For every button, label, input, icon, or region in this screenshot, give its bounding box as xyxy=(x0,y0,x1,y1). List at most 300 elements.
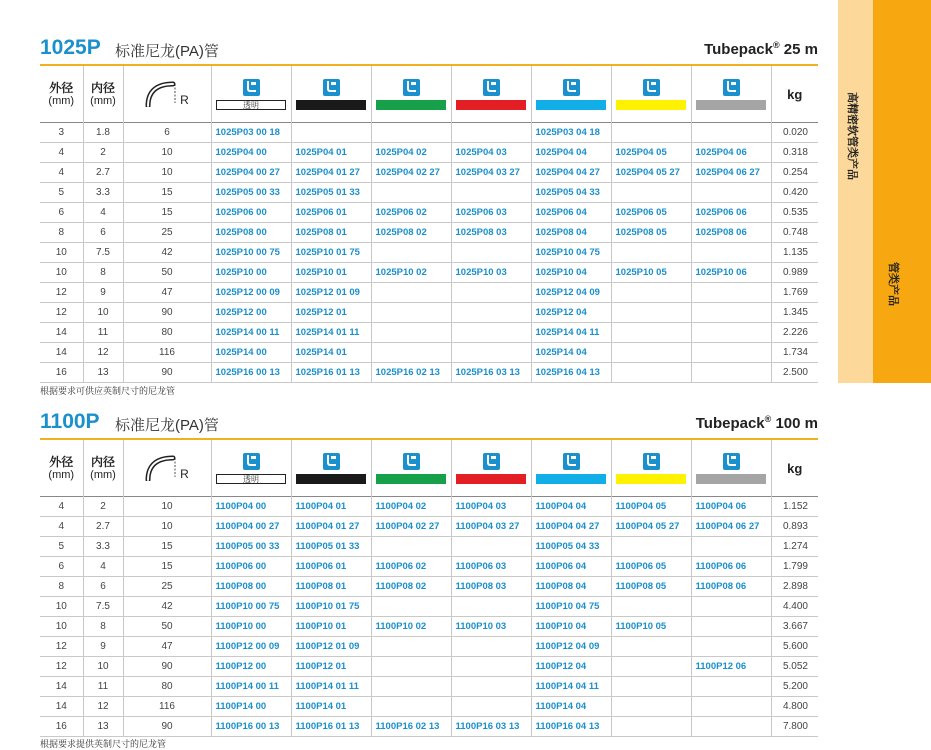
cell-weight: 0.318 xyxy=(771,143,818,163)
cell-bend-radius: 15 xyxy=(123,183,211,203)
cell-weight: 5.200 xyxy=(771,677,818,697)
cell-part-number[interactable]: 1025P08 05 xyxy=(611,223,691,243)
cell-part-number[interactable]: 1025P14 01 11 xyxy=(291,323,371,343)
tube-icon xyxy=(643,453,660,470)
cell-part-number xyxy=(691,677,771,697)
cell-bend-radius: 90 xyxy=(123,303,211,323)
cell-weight: 3.667 xyxy=(771,617,818,637)
cell-part-number xyxy=(291,123,371,143)
cell-part-number[interactable]: 1025P05 01 33 xyxy=(291,183,371,203)
cell-part-number[interactable]: 1025P03 04 18 xyxy=(531,123,611,143)
cell-part-number[interactable]: 1100P08 00 xyxy=(211,577,291,597)
cell-part-number[interactable]: 1025P14 01 xyxy=(291,343,371,363)
cell-part-number[interactable]: 1100P10 01 xyxy=(291,617,371,637)
cell-part-number xyxy=(611,657,691,677)
cell-part-number[interactable]: 1025P12 00 xyxy=(211,303,291,323)
cell-part-number[interactable]: 1025P06 02 xyxy=(371,203,451,223)
cell-part-number[interactable]: 1100P06 05 xyxy=(611,557,691,577)
cell-bend-radius: 116 xyxy=(123,697,211,717)
col-header-inner-diameter: 内径 (mm) xyxy=(83,66,123,123)
cell-part-number xyxy=(611,183,691,203)
cell-part-number xyxy=(611,697,691,717)
cell-part-number[interactable]: 1100P06 02 xyxy=(371,557,451,577)
cell-part-number[interactable]: 1025P10 03 xyxy=(451,263,531,283)
cell-outer-diameter: 14 xyxy=(40,323,83,343)
col-header-inner-diameter: 内径 (mm) xyxy=(83,440,123,497)
cell-part-number[interactable]: 1100P10 04 xyxy=(531,617,611,637)
cell-part-number[interactable]: 1100P08 03 xyxy=(451,577,531,597)
cell-part-number[interactable]: 1025P12 04 09 xyxy=(531,283,611,303)
cell-part-number xyxy=(691,363,771,383)
cell-part-number xyxy=(371,243,451,263)
col-header-color-2 xyxy=(371,66,451,123)
cell-inner-diameter: 3.3 xyxy=(83,537,123,557)
table-body xyxy=(40,123,818,383)
cell-part-number[interactable]: 1100P04 00 27 xyxy=(211,517,291,537)
cell-part-number[interactable]: 1025P04 00 xyxy=(211,143,291,163)
cell-part-number[interactable]: 1025P12 00 09 xyxy=(211,283,291,303)
cell-part-number[interactable]: 1025P04 02 27 xyxy=(371,163,451,183)
cell-part-number[interactable]: 1025P04 06 27 xyxy=(691,163,771,183)
tube-icon xyxy=(323,79,340,96)
cell-bend-radius: 80 xyxy=(123,323,211,343)
cell-part-number[interactable]: 1100P14 01 xyxy=(291,697,371,717)
cell-part-number[interactable]: 1025P10 05 xyxy=(611,263,691,283)
cell-part-number xyxy=(371,657,451,677)
cell-part-number[interactable]: 1025P05 00 33 xyxy=(211,183,291,203)
cell-part-number[interactable]: 1025P08 04 xyxy=(531,223,611,243)
cell-bend-radius: 50 xyxy=(123,617,211,637)
cell-part-number[interactable]: 1025P14 00 xyxy=(211,343,291,363)
cell-bend-radius: 42 xyxy=(123,597,211,617)
col-header-color-4 xyxy=(531,440,611,497)
cell-part-number xyxy=(691,183,771,203)
cell-part-number[interactable]: 1025P06 01 xyxy=(291,203,371,223)
cell-part-number[interactable]: 1025P04 05 xyxy=(611,143,691,163)
cell-part-number[interactable]: 1025P04 05 27 xyxy=(611,163,691,183)
cell-bend-radius: 25 xyxy=(123,577,211,597)
cell-bend-radius: 50 xyxy=(123,263,211,283)
cell-part-number[interactable]: 1100P14 00 xyxy=(211,697,291,717)
cell-inner-diameter: 7.5 xyxy=(83,243,123,263)
cell-part-number[interactable]: 1100P10 05 xyxy=(611,617,691,637)
cell-part-number[interactable]: 1100P04 01 xyxy=(291,497,371,517)
cell-bend-radius: 116 xyxy=(123,343,211,363)
color-swatch xyxy=(296,474,366,484)
col-header-color-3 xyxy=(451,440,531,497)
cell-bend-radius: 15 xyxy=(123,203,211,223)
cell-part-number[interactable]: 1100P04 02 xyxy=(371,497,451,517)
cell-part-number[interactable]: 1100P10 00 75 xyxy=(211,597,291,617)
col-header-outer-diameter: 外径 (mm) xyxy=(40,440,83,497)
cell-part-number xyxy=(691,597,771,617)
color-swatch xyxy=(536,474,606,484)
cell-inner-diameter: 13 xyxy=(83,363,123,383)
table-note: 根据要求可供应英制尺寸的尼龙管 xyxy=(40,386,176,396)
cell-part-number xyxy=(371,677,451,697)
model-title: 1100P xyxy=(40,410,100,433)
cell-part-number xyxy=(691,243,771,263)
cell-outer-diameter: 10 xyxy=(40,263,83,283)
cell-weight: 1.135 xyxy=(771,243,818,263)
cell-part-number xyxy=(691,537,771,557)
product-table xyxy=(40,440,818,737)
cell-outer-diameter: 12 xyxy=(40,283,83,303)
cell-part-number[interactable]: 1100P12 04 09 xyxy=(531,637,611,657)
cell-part-number[interactable]: 1100P04 00 xyxy=(211,497,291,517)
cell-outer-diameter: 5 xyxy=(40,537,83,557)
cell-bend-radius: 90 xyxy=(123,717,211,737)
bend-radius-label: R xyxy=(180,467,189,481)
cell-bend-radius: 47 xyxy=(123,283,211,303)
cell-inner-diameter: 11 xyxy=(83,677,123,697)
cell-part-number[interactable]: 1025P08 01 xyxy=(291,223,371,243)
cell-part-number[interactable]: 1025P10 04 75 xyxy=(531,243,611,263)
cell-part-number[interactable]: 1100P04 06 27 xyxy=(691,517,771,537)
cell-part-number[interactable]: 1100P06 03 xyxy=(451,557,531,577)
tube-icon xyxy=(723,453,740,470)
cell-outer-diameter: 4 xyxy=(40,517,83,537)
color-swatch xyxy=(376,100,446,110)
cell-outer-diameter: 12 xyxy=(40,657,83,677)
cell-part-number[interactable]: 1100P08 02 xyxy=(371,577,451,597)
cell-weight: 0.254 xyxy=(771,163,818,183)
cell-part-number[interactable]: 1100P04 06 xyxy=(691,497,771,517)
color-swatch xyxy=(696,100,766,110)
cell-part-number[interactable]: 1100P16 04 13 xyxy=(531,717,611,737)
table-header xyxy=(40,440,818,497)
cell-weight: 2.226 xyxy=(771,323,818,343)
cell-part-number xyxy=(691,283,771,303)
cell-inner-diameter: 2.7 xyxy=(83,517,123,537)
cell-part-number[interactable]: 1100P04 01 27 xyxy=(291,517,371,537)
cell-part-number[interactable]: 1100P12 00 xyxy=(211,657,291,677)
cell-part-number xyxy=(691,323,771,343)
cell-part-number[interactable]: 1100P12 06 xyxy=(691,657,771,677)
cell-bend-radius: 10 xyxy=(123,143,211,163)
cell-part-number[interactable]: 1025P10 02 xyxy=(371,263,451,283)
table-row xyxy=(40,677,818,697)
cell-part-number[interactable]: 1025P06 05 xyxy=(611,203,691,223)
cell-part-number[interactable]: 1025P14 00 11 xyxy=(211,323,291,343)
cell-bend-radius: 25 xyxy=(123,223,211,243)
cell-part-number[interactable]: 1025P08 00 xyxy=(211,223,291,243)
cell-weight: 1.799 xyxy=(771,557,818,577)
cell-part-number[interactable]: 1025P06 03 xyxy=(451,203,531,223)
cell-inner-diameter: 10 xyxy=(83,303,123,323)
cell-part-number[interactable]: 1025P08 06 xyxy=(691,223,771,243)
cell-part-number xyxy=(691,617,771,637)
cell-part-number[interactable]: 1100P04 03 27 xyxy=(451,517,531,537)
cell-bend-radius: 90 xyxy=(123,363,211,383)
cell-part-number[interactable]: 1025P04 02 xyxy=(371,143,451,163)
tube-icon xyxy=(243,79,260,96)
cell-part-number[interactable]: 1100P04 04 xyxy=(531,497,611,517)
table-body xyxy=(40,497,818,737)
cell-part-number[interactable]: 1025P16 04 13 xyxy=(531,363,611,383)
cell-part-number[interactable]: 1025P14 04 11 xyxy=(531,323,611,343)
cell-part-number[interactable]: 1100P05 04 33 xyxy=(531,537,611,557)
cell-inner-diameter: 2.7 xyxy=(83,163,123,183)
cell-part-number[interactable]: 1100P16 02 13 xyxy=(371,717,451,737)
color-swatch xyxy=(536,100,606,110)
cell-part-number[interactable]: 1025P06 00 xyxy=(211,203,291,223)
table-row xyxy=(40,243,818,263)
cell-part-number[interactable]: 1025P10 06 xyxy=(691,263,771,283)
cell-part-number[interactable]: 1100P08 01 xyxy=(291,577,371,597)
cell-part-number[interactable]: 1025P04 00 27 xyxy=(211,163,291,183)
col-header-color-1 xyxy=(291,66,371,123)
cell-outer-diameter: 16 xyxy=(40,363,83,383)
cell-part-number xyxy=(451,183,531,203)
cell-part-number xyxy=(371,697,451,717)
cell-weight: 7.800 xyxy=(771,717,818,737)
cell-part-number[interactable]: 1100P14 01 11 xyxy=(291,677,371,697)
table-row xyxy=(40,203,818,223)
tube-icon xyxy=(403,79,420,96)
cell-part-number xyxy=(691,697,771,717)
cell-bend-radius: 15 xyxy=(123,557,211,577)
tube-icon xyxy=(643,79,660,96)
cell-part-number xyxy=(611,537,691,557)
table-row xyxy=(40,303,818,323)
cell-outer-diameter: 14 xyxy=(40,697,83,717)
cell-part-number[interactable]: 1025P10 01 75 xyxy=(291,243,371,263)
cell-part-number xyxy=(451,243,531,263)
cell-part-number[interactable]: 1025P16 02 13 xyxy=(371,363,451,383)
cell-part-number[interactable]: 1100P12 01 09 xyxy=(291,637,371,657)
cell-part-number xyxy=(451,597,531,617)
cell-part-number[interactable]: 1025P12 04 xyxy=(531,303,611,323)
model-desc: 标准尼龙(PA)管 xyxy=(115,43,219,60)
cell-part-number[interactable]: 1100P05 01 33 xyxy=(291,537,371,557)
table-row xyxy=(40,143,818,163)
table-row xyxy=(40,517,818,537)
cell-weight: 2.500 xyxy=(771,363,818,383)
cell-part-number xyxy=(451,677,531,697)
cell-weight: 0.420 xyxy=(771,183,818,203)
cell-part-number[interactable]: 1025P10 04 xyxy=(531,263,611,283)
cell-part-number[interactable]: 1025P08 03 xyxy=(451,223,531,243)
cell-inner-diameter: 2 xyxy=(83,143,123,163)
tube-icon xyxy=(563,453,580,470)
cell-part-number xyxy=(611,677,691,697)
cell-inner-diameter: 10 xyxy=(83,657,123,677)
cell-part-number[interactable]: 1025P04 04 27 xyxy=(531,163,611,183)
cell-outer-diameter: 4 xyxy=(40,143,83,163)
cell-part-number[interactable]: 1100P08 05 xyxy=(611,577,691,597)
cell-bend-radius: 10 xyxy=(123,163,211,183)
cell-part-number[interactable]: 1025P10 01 xyxy=(291,263,371,283)
tube-icon xyxy=(563,79,580,96)
section-header xyxy=(40,36,818,62)
cell-part-number[interactable]: 1100P12 00 09 xyxy=(211,637,291,657)
cell-part-number xyxy=(611,343,691,363)
table-header xyxy=(40,66,818,123)
color-swatch xyxy=(296,100,366,110)
cell-part-number xyxy=(611,283,691,303)
bend-radius-icon xyxy=(145,81,179,107)
table-row xyxy=(40,617,818,637)
cell-part-number[interactable]: 1025P04 04 xyxy=(531,143,611,163)
cell-inner-diameter: 12 xyxy=(83,697,123,717)
cell-outer-diameter: 6 xyxy=(40,557,83,577)
cell-part-number[interactable]: 1100P12 01 xyxy=(291,657,371,677)
table-row xyxy=(40,323,818,343)
tube-icon xyxy=(483,79,500,96)
cell-bend-radius: 90 xyxy=(123,657,211,677)
cell-part-number[interactable]: 1100P16 03 13 xyxy=(451,717,531,737)
table-row xyxy=(40,657,818,677)
cell-part-number xyxy=(691,343,771,363)
cell-part-number xyxy=(371,343,451,363)
cell-outer-diameter: 8 xyxy=(40,577,83,597)
cell-part-number[interactable]: 1100P10 03 xyxy=(451,617,531,637)
cell-bend-radius: 10 xyxy=(123,497,211,517)
cell-part-number[interactable]: 1025P03 00 18 xyxy=(211,123,291,143)
table-row xyxy=(40,637,818,657)
table-row xyxy=(40,577,818,597)
col-header-bend-radius xyxy=(123,66,211,123)
table-row xyxy=(40,283,818,303)
cell-part-number[interactable]: 1025P05 04 33 xyxy=(531,183,611,203)
tube-icon xyxy=(323,453,340,470)
table-row xyxy=(40,163,818,183)
cell-inner-diameter: 9 xyxy=(83,637,123,657)
cell-part-number xyxy=(691,303,771,323)
cell-part-number[interactable]: 1025P12 01 09 xyxy=(291,283,371,303)
cell-weight: 4.400 xyxy=(771,597,818,617)
cell-part-number[interactable]: 1025P14 04 xyxy=(531,343,611,363)
cell-part-number[interactable]: 1025P06 06 xyxy=(691,203,771,223)
color-swatch xyxy=(616,474,686,484)
cell-part-number xyxy=(371,283,451,303)
cell-part-number[interactable]: 1025P04 03 27 xyxy=(451,163,531,183)
cell-part-number xyxy=(371,323,451,343)
cell-part-number[interactable]: 1025P04 01 xyxy=(291,143,371,163)
cell-inner-diameter: 8 xyxy=(83,263,123,283)
cell-part-number xyxy=(691,717,771,737)
cell-part-number[interactable]: 1025P16 03 13 xyxy=(451,363,531,383)
cell-part-number[interactable]: 1100P04 04 27 xyxy=(531,517,611,537)
cell-part-number[interactable]: 1100P10 01 75 xyxy=(291,597,371,617)
cell-bend-radius: 10 xyxy=(123,517,211,537)
cell-part-number[interactable]: 1100P14 04 xyxy=(531,697,611,717)
cell-part-number[interactable]: 1100P05 00 33 xyxy=(211,537,291,557)
cell-weight: 0.989 xyxy=(771,263,818,283)
cell-part-number[interactable]: 1100P14 00 11 xyxy=(211,677,291,697)
cell-part-number[interactable]: 1100P12 04 xyxy=(531,657,611,677)
cell-inner-diameter: 9 xyxy=(83,283,123,303)
cell-outer-diameter: 3 xyxy=(40,123,83,143)
cell-part-number[interactable]: 1100P04 05 27 xyxy=(611,517,691,537)
cell-part-number[interactable]: 1100P08 06 xyxy=(691,577,771,597)
tube-icon xyxy=(243,453,260,470)
cell-outer-diameter: 6 xyxy=(40,203,83,223)
tube-icon xyxy=(723,79,740,96)
cell-part-number[interactable]: 1025P12 01 xyxy=(291,303,371,323)
side-tab-inactive-label: 高精密软管类产品 xyxy=(846,92,858,180)
cell-outer-diameter: 10 xyxy=(40,597,83,617)
cell-part-number[interactable]: 1100P10 00 xyxy=(211,617,291,637)
cell-part-number[interactable]: 1100P04 02 27 xyxy=(371,517,451,537)
cell-bend-radius: 42 xyxy=(123,243,211,263)
cell-outer-diameter: 4 xyxy=(40,163,83,183)
cell-part-number[interactable]: 1025P04 01 27 xyxy=(291,163,371,183)
cell-outer-diameter: 16 xyxy=(40,717,83,737)
cell-weight: 1.274 xyxy=(771,537,818,557)
model-desc: 标准尼龙(PA)管 xyxy=(115,417,219,434)
cell-part-number[interactable]: 1025P04 06 xyxy=(691,143,771,163)
cell-part-number[interactable]: 1100P06 01 xyxy=(291,557,371,577)
cell-part-number xyxy=(451,697,531,717)
bend-radius-icon xyxy=(145,455,179,481)
col-header-color-1 xyxy=(291,440,371,497)
cell-part-number[interactable]: 1100P04 05 xyxy=(611,497,691,517)
table-row xyxy=(40,183,818,203)
side-tab-inactive[interactable] xyxy=(838,0,873,383)
table-row xyxy=(40,343,818,363)
cell-part-number[interactable]: 1025P06 04 xyxy=(531,203,611,223)
cell-part-number xyxy=(451,283,531,303)
col-header-color-0 xyxy=(211,66,291,123)
cell-part-number[interactable]: 1025P16 00 13 xyxy=(211,363,291,383)
col-header-color-5 xyxy=(611,66,691,123)
col-header-color-6 xyxy=(691,440,771,497)
cell-part-number[interactable]: 1025P04 03 xyxy=(451,143,531,163)
cell-part-number[interactable]: 1100P06 04 xyxy=(531,557,611,577)
cell-weight: 2.898 xyxy=(771,577,818,597)
cell-part-number xyxy=(611,303,691,323)
cell-part-number xyxy=(371,637,451,657)
cell-part-number xyxy=(371,123,451,143)
cell-inner-diameter: 7.5 xyxy=(83,597,123,617)
cell-part-number[interactable]: 1100P16 00 13 xyxy=(211,717,291,737)
tube-icon xyxy=(403,453,420,470)
cell-bend-radius: 15 xyxy=(123,537,211,557)
color-swatch xyxy=(456,474,526,484)
cell-part-number[interactable]: 1025P08 02 xyxy=(371,223,451,243)
cell-weight: 0.535 xyxy=(771,203,818,223)
cell-part-number[interactable]: 1025P10 00 75 xyxy=(211,243,291,263)
color-swatch: 透明 xyxy=(216,474,286,484)
tubepack-label: Tubepack® 25 m xyxy=(704,40,818,58)
cell-part-number[interactable]: 1025P16 01 13 xyxy=(291,363,371,383)
cell-part-number[interactable]: 1100P10 02 xyxy=(371,617,451,637)
cell-part-number[interactable]: 1025P10 00 xyxy=(211,263,291,283)
cell-part-number[interactable]: 1100P04 03 xyxy=(451,497,531,517)
cell-outer-diameter: 14 xyxy=(40,677,83,697)
cell-part-number[interactable]: 1100P06 00 xyxy=(211,557,291,577)
cell-part-number[interactable]: 1100P14 04 11 xyxy=(531,677,611,697)
cell-outer-diameter: 4 xyxy=(40,497,83,517)
cell-weight: 5.600 xyxy=(771,637,818,657)
cell-part-number xyxy=(691,637,771,657)
cell-weight: 5.052 xyxy=(771,657,818,677)
cell-outer-diameter: 10 xyxy=(40,617,83,637)
cell-weight: 1.734 xyxy=(771,343,818,363)
cell-part-number[interactable]: 1100P08 04 xyxy=(531,577,611,597)
cell-part-number xyxy=(371,183,451,203)
cell-part-number[interactable]: 1100P10 04 75 xyxy=(531,597,611,617)
cell-inner-diameter: 6 xyxy=(83,223,123,243)
cell-part-number[interactable]: 1100P06 06 xyxy=(691,557,771,577)
cell-part-number xyxy=(451,323,531,343)
cell-part-number[interactable]: 1100P16 01 13 xyxy=(291,717,371,737)
cell-part-number xyxy=(371,597,451,617)
cell-inner-diameter: 12 xyxy=(83,343,123,363)
color-swatch xyxy=(456,100,526,110)
